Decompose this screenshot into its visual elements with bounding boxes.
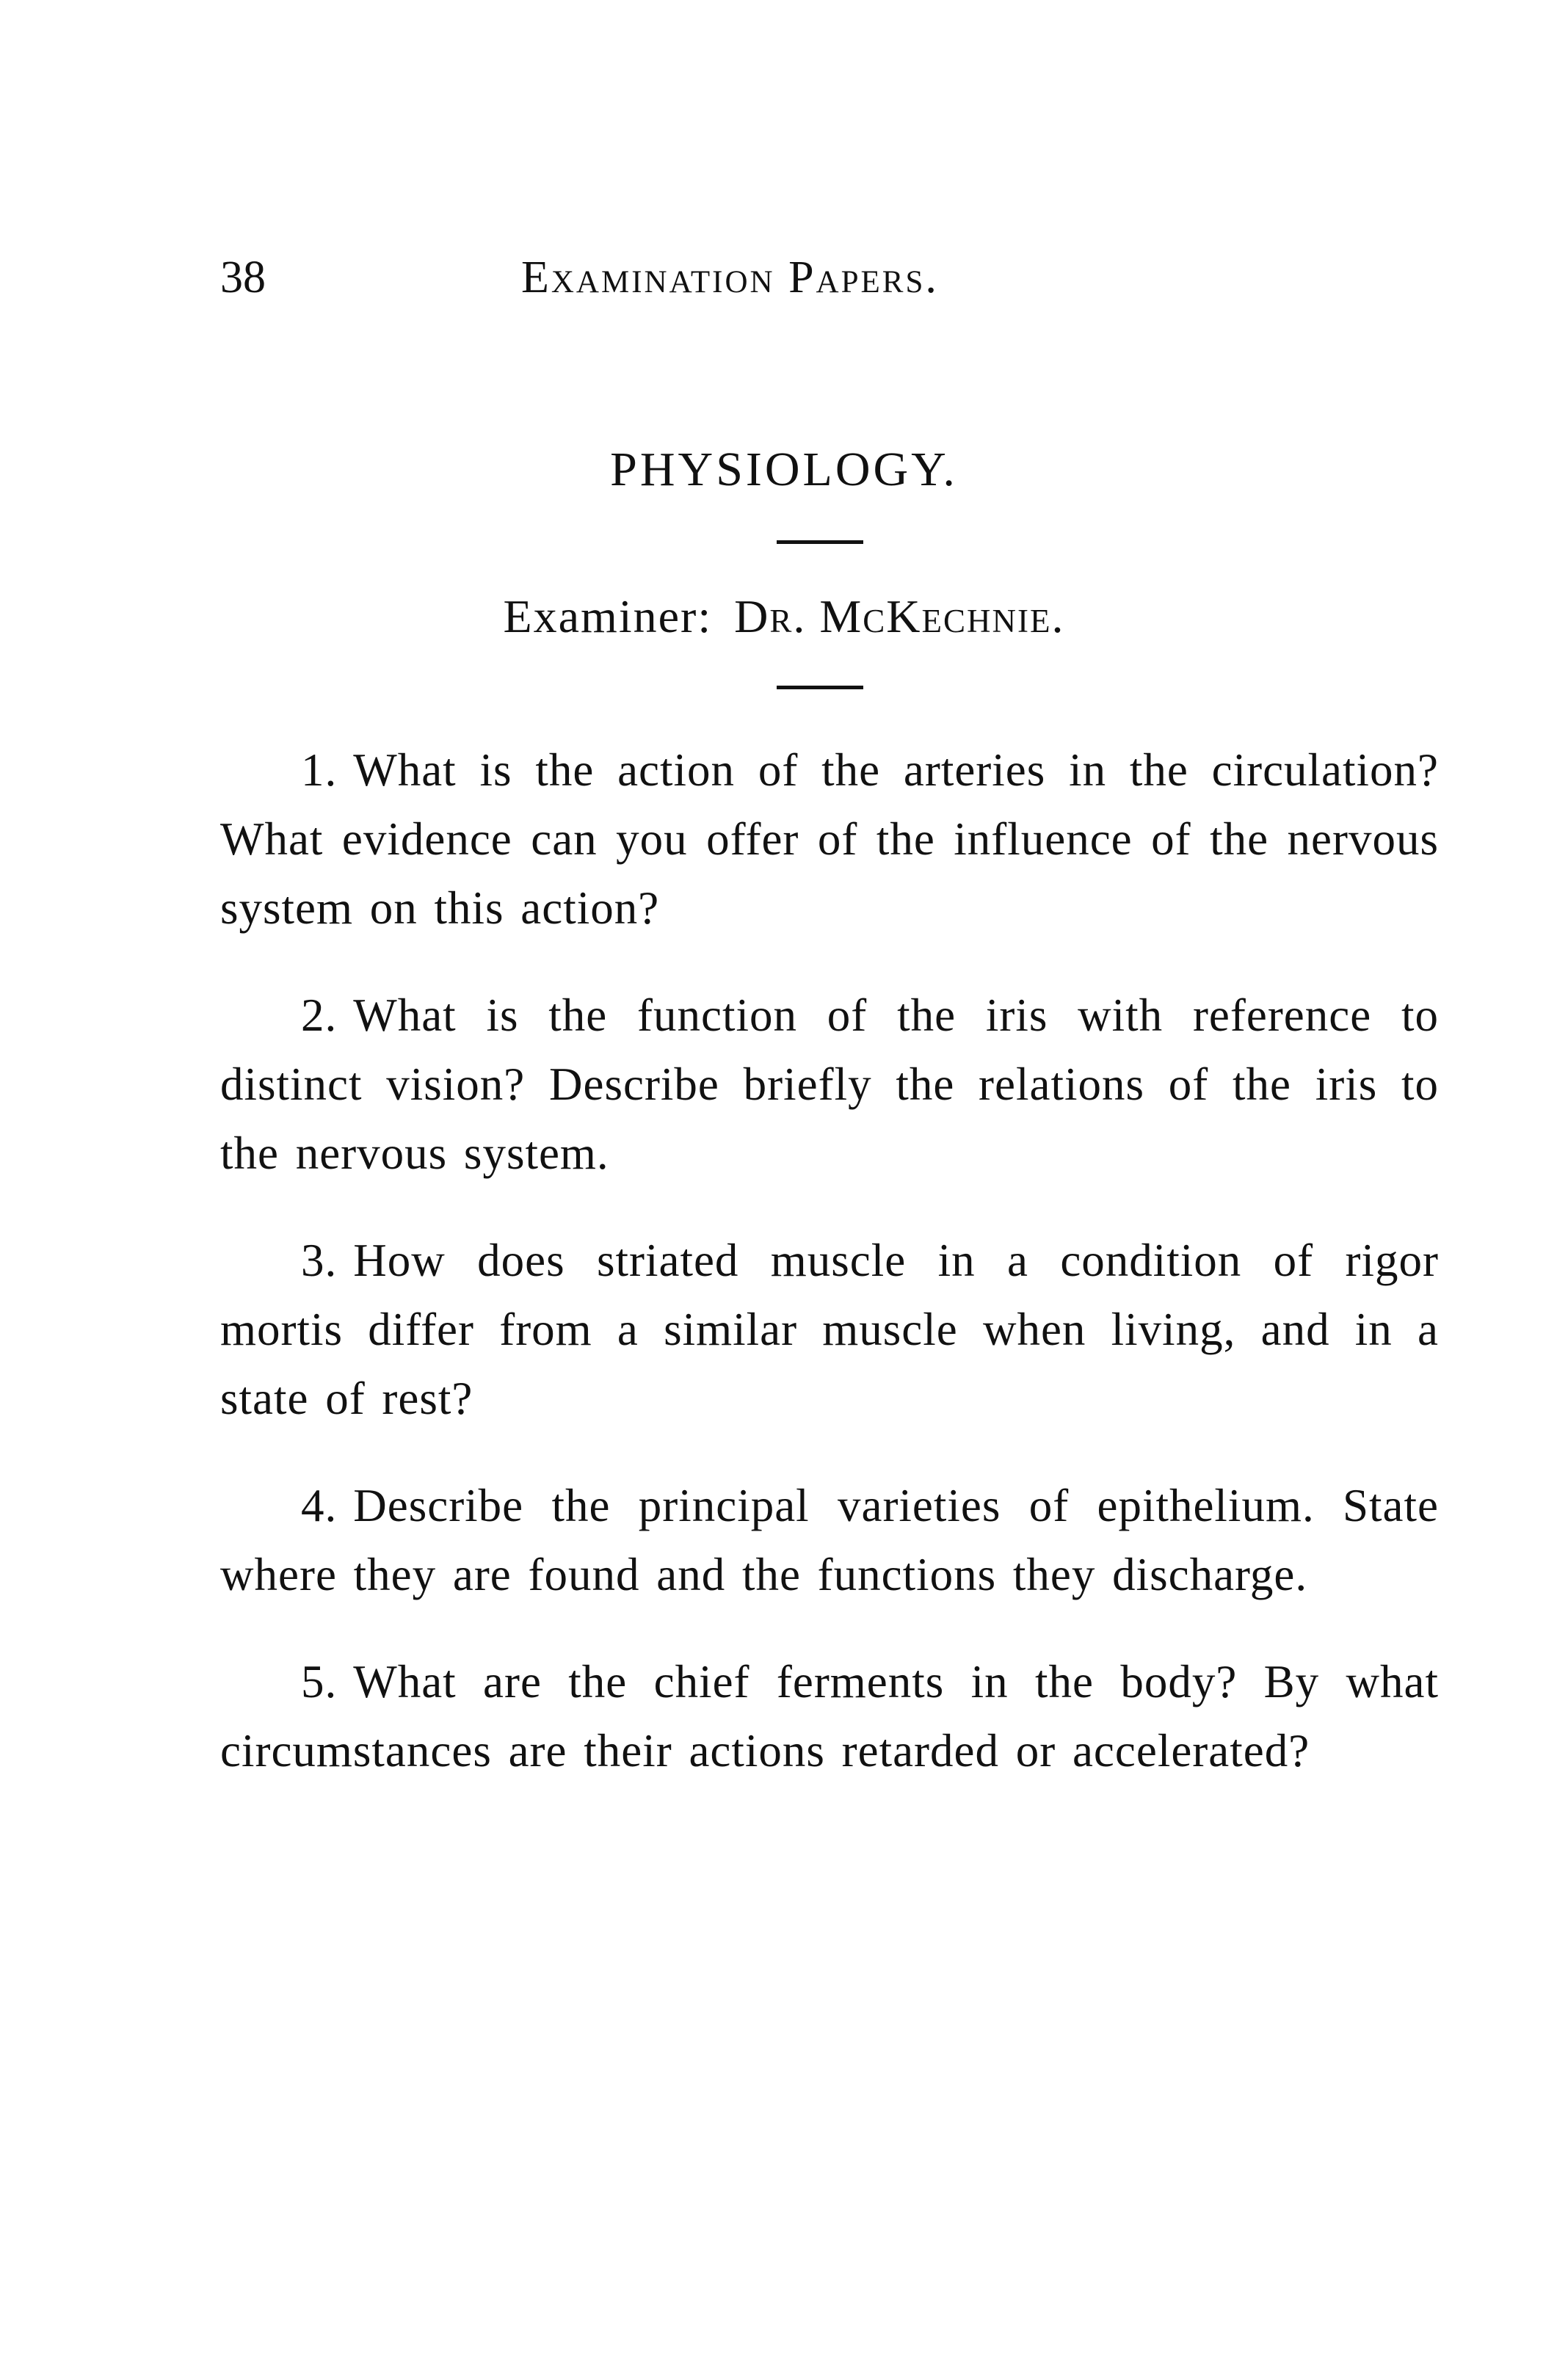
question-item (220, 1226, 1439, 1433)
question-text: What is the function of the iris with reference to distinct vision? Describe briefly the relations of the iris to the nervous system. (220, 990, 1439, 1179)
divider-rule (777, 540, 863, 544)
question-number: 3. (301, 1235, 338, 1286)
question-text: What are the chief ferments in the body? By what circumstances are their actions retarded or accelerated? (220, 1656, 1439, 1776)
question-text: What is the action of the arteries in the circulation? What evidence can you offer of the influence of the nervous system on this action? (220, 744, 1439, 934)
question-item (220, 1647, 1439, 1785)
question-number: 5. (301, 1656, 338, 1707)
question-item (220, 1471, 1439, 1609)
question-number: 4. (301, 1480, 338, 1531)
examiner-line (0, 587, 1568, 646)
divider-rule (777, 686, 863, 689)
question-number: 1. (301, 744, 338, 796)
question-text: How does striated muscle in a condition of rigor mortis differ from a similar muscle when living, and in a state of rest? (220, 1235, 1439, 1424)
question-list (220, 736, 1439, 1823)
running-title: Examination Papers. (521, 253, 939, 302)
section-title: PHYSIOLOGY. (610, 443, 958, 496)
question-item (220, 736, 1439, 943)
question-number: 2. (301, 990, 338, 1041)
examiner-name: Dr. McKechnie. (734, 590, 1065, 642)
page-number: 38 (220, 253, 266, 302)
examiner-label: Examiner: (503, 590, 713, 642)
running-head (220, 248, 1175, 307)
question-text: Describe the principal varieties of epithelium. State where they are found and the functions they discharge. (220, 1480, 1439, 1600)
question-item (220, 981, 1439, 1188)
